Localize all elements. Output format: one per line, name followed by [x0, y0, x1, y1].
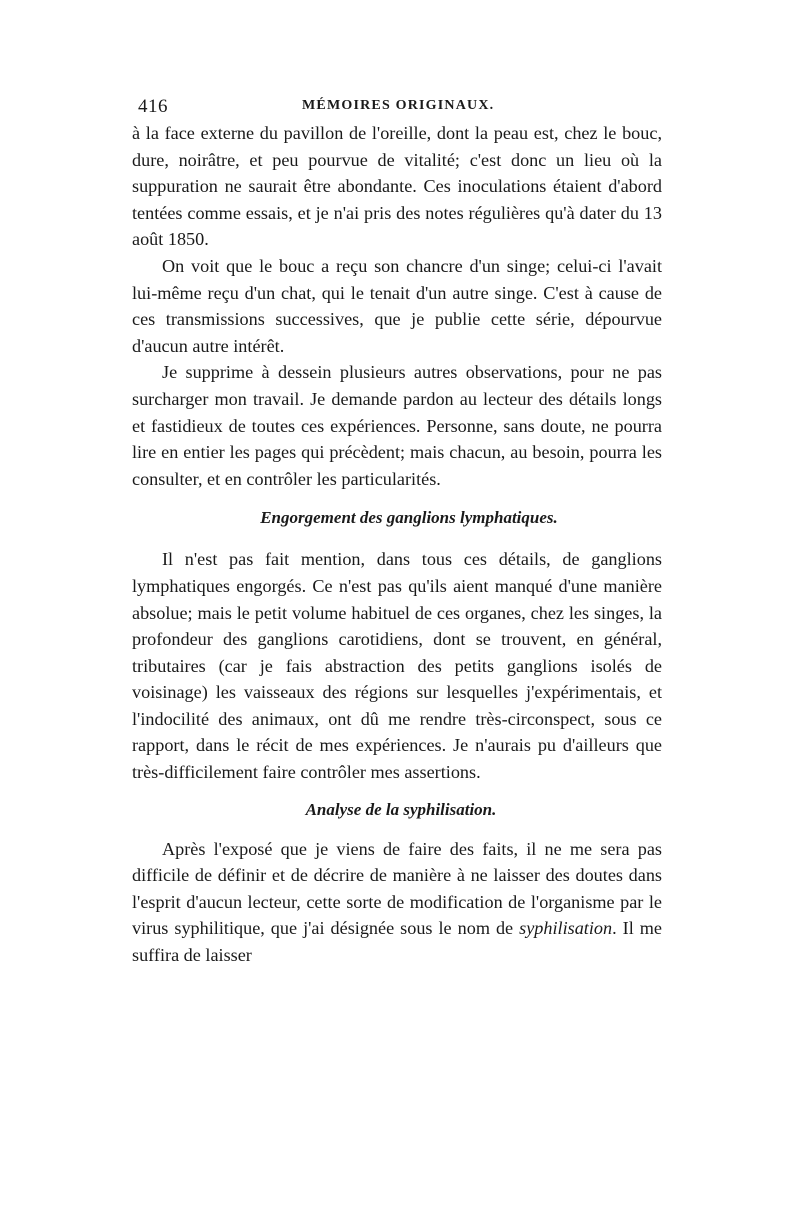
paragraph-text: . Il me suffira de laisser: [132, 918, 662, 966]
body-text: [132, 120, 662, 969]
section-heading: Analyse de la syphilisation.: [305, 799, 497, 819]
italic-term: syphilisation: [519, 918, 613, 939]
paragraph: [132, 836, 662, 969]
paragraph: Il n'est pas fait mention, dans tous ces détails, de ganglions lymphatiques engorgés. Ce n'est pas qu'ils aient manqué d'une manière absolue; mais le petit volume habituel de ces organes, chez les singes, la profondeur des ganglions carotidiens, dont se trouvent, en général, tributaires (car je fais abstraction des petits ganglions isolés de voisinage) les vaisseaux des régions sur lesquelles j'expérimentais, et l'indocilité des animaux, ont dû me rendre très-circonspect, sous ce rapport, dans le récit de mes expériences. Je n'aurais pu d'ailleurs que très-difficilement faire contrôler mes assertions.: [132, 549, 662, 783]
running-title: MÉMOIRES ORIGINAUX.: [302, 98, 495, 113]
paragraph: Je supprime à dessein plusieurs autres observations, pour ne pas surcharger mon travail. Je demande pardon au lecteur des détails longs et fastidieux de toutes ces expériences. Personne, sans doute, ne pourra lire en entier les pages qui précèdent; mais chacun, au besoin, pourra les consulter, et en contrôler les particularités.: [132, 362, 662, 489]
paragraph: à la face externe du pavillon de l'oreille, dont la peau est, chez le bouc, dure, noirâtre, et peu pourvue de vitalité; c'est donc un lieu où la suppuration ne saurait être abondante. Ces inoculations étaient d'abord tentées comme essais, et je n'ai pris des notes régulières qu'à dater du 13 août 1850.: [132, 123, 662, 250]
paragraph-text: Après l'exposé que je viens de faire des faits, il ne me sera pas difficile de définir et de décrire de manière à ne laisser des doutes dans l'esprit d'aucun lecteur, cette sorte de modification de l'organisme par le virus syphilitique, que j'ai désignée sous le nom de: [132, 838, 662, 939]
running-head: [132, 96, 662, 120]
page-number: 416: [138, 96, 168, 117]
book-page: [132, 96, 662, 969]
section-heading: Engorgement des ganglions lymphatiques.: [260, 508, 558, 528]
paragraph: On voit que le bouc a reçu son chancre d'un singe; celui-ci l'avait lui-même reçu d'un chat, qui le tenait d'un autre singe. C'est à cause de ces transmissions successives, que je publie cette série, dépourvue d'aucun autre intérêt.: [132, 255, 662, 356]
